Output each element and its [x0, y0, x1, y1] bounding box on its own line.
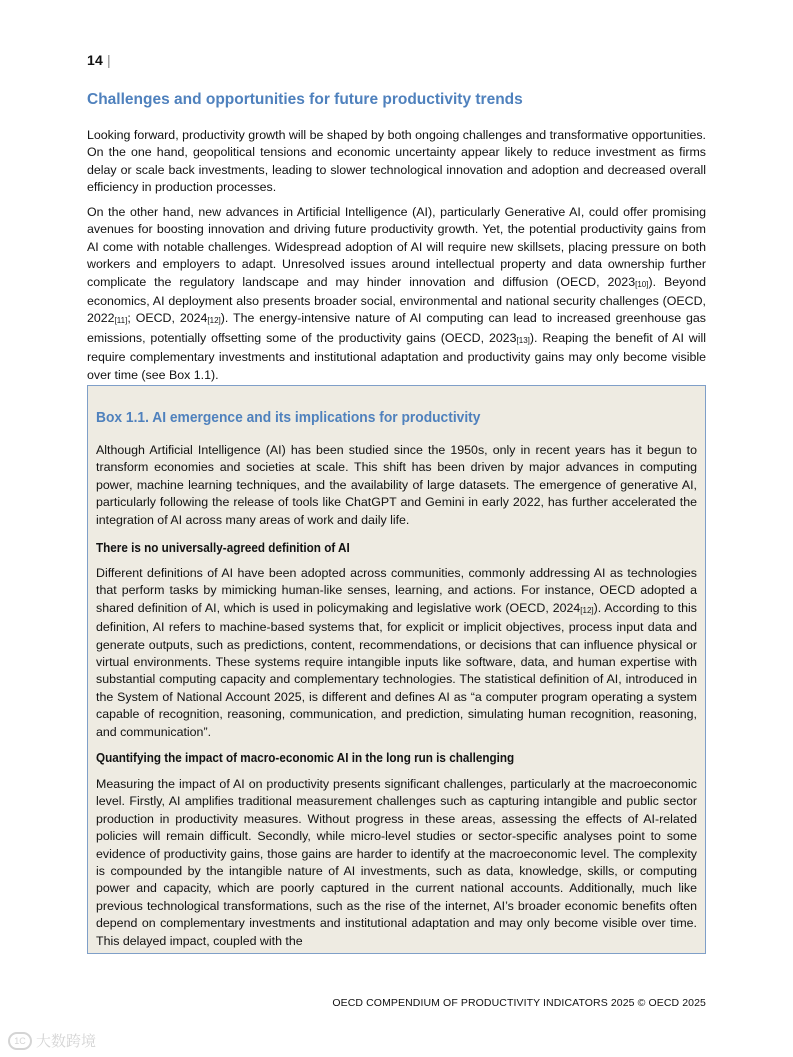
page-footer: OECD COMPENDIUM OF PRODUCTIVITY INDICATORS 2025 © OECD 2025	[332, 997, 706, 1009]
reference-number: [13]	[516, 335, 530, 345]
page-number	[87, 52, 111, 68]
box-heading-quantifying: Quantifying the impact of macro-economic AI in the long run is challenging	[96, 750, 515, 765]
box-intro-paragraph: Although Artificial Intelligence (AI) has been studied since the 1950s, only in recent years has it begun to transform economies and societies at scale. This shift has been driven by major advances in computing power, machine learning techniques, and the availability of large datasets. The emergence of generative AI, particularly following the release of tools like ChatGPT and Gemini in early 2022, has further accelerated the integration of AI across many areas of work and daily life.	[96, 443, 697, 527]
box-1-1	[87, 385, 706, 954]
section-paragraph-1: Looking forward, productivity growth will be shaped by both ongoing challenges and transformative opportunities. On the one hand, geopolitical tensions and economic uncertainty appear likely to reduce investment as firms delay or scale back investments, leading to slower technological innovation and adoption and decreased overall efficiency in production processes.	[87, 128, 706, 195]
box-definition-paragraph: Different definitions of AI have been adopted across communities, commonly addressing AI as technologies that perform tasks by mimicking human-like senses, learning, and actions. For instance, OECD adopted a shared definition of AI, which is used in policymaking and legislative work (OECD, $2024_{[12]}$). According to this definition, AI refers to machine-based systems that, for explicit or implicit objectives, process input data and generate outputs, such as predictions, content, recommendations, or decisions that can influence physical or virtual environments. These systems require intangible inputs like software, data, and human expertise with substantial computing capacity and complementary technologies. The statistical definition of AI, introduced in the System of National Account 2025, is different and defines AI as “a computer program operating a system capable of recognition, reasoning, communication, and prediction, simulating human recognition, reasoning, and communication”.	[96, 566, 697, 739]
section-paragraph-2: On the other hand, new advances in Artificial Intelligence (AI), particularly Generative AI, could offer promising avenues for boosting innovation and driving future productivity growth. Yet, the potential productivity gains from AI come with notable challenges. Widespread adoption of AI will require new skillsets, placing pressure on both workers and employers to adapt. Unresolved issues around intellectual property and data ownership further complicate the regulatory landscape and may hinder innovation and diffusion (OECD, $2023_{[10]}$). Beyond economics, AI deployment also presents broader social, environmental and national security challenges (OECD, $2022_{[11]}$; OECD, $2024_{[12]}$). The energy-intensive nature of AI computing can lead to increased greenhouse gas emissions, potentially offsetting some of the productivity gains (OECD, $2023_{[13]}$). Reaping the benefit of AI will require complementary investments and institutional adaptation and productivity gains may only become visible over time (see Box 1.1).	[87, 205, 707, 382]
watermark-text: 大数跨境	[36, 1033, 97, 1050]
page-number-value: 14	[87, 52, 103, 68]
box-heading-definition: There is no universally-agreed definition of AI	[96, 540, 350, 555]
reference-number: [11]	[114, 316, 128, 326]
watermark-logo-icon: 1C	[8, 1032, 32, 1050]
reference-number: [12]	[207, 316, 221, 326]
box-quantifying-paragraph: Measuring the impact of AI on productivity presents significant challenges, particularly at the macroeconomic level. Firstly, AI amplifies traditional measurement challenges such as capturing intangible and public sector production in productivity measures. Without progress in these areas, assessing the effects of AI-related policies will remain difficult. Secondly, while micro-level studies or sector-specific analyses point to some evidence of productivity gains, those gains are harder to identify at the macroeconomic level. The complexity is compounded by the intangible nature of AI investments, such as data, knowledge, skills, or computing power and capacity, which are poorly captured in the current national accounts. Additionally, much like previous technological transformations, such as the rise of the internet, AI’s broader economic benefits often depend on complementary investments and institutional adaptation and may only become visible over time. This delayed impact, coupled with the	[96, 777, 697, 948]
page-number-separator: |	[106, 52, 111, 68]
section-title: Challenges and opportunities for future productivity trends	[87, 91, 523, 108]
reference-number: [12]	[580, 605, 594, 615]
watermark	[8, 1030, 96, 1051]
reference-number: [10]	[635, 279, 649, 289]
box-title: Box 1.1. AI emergence and its implications for productivity	[96, 409, 481, 426]
